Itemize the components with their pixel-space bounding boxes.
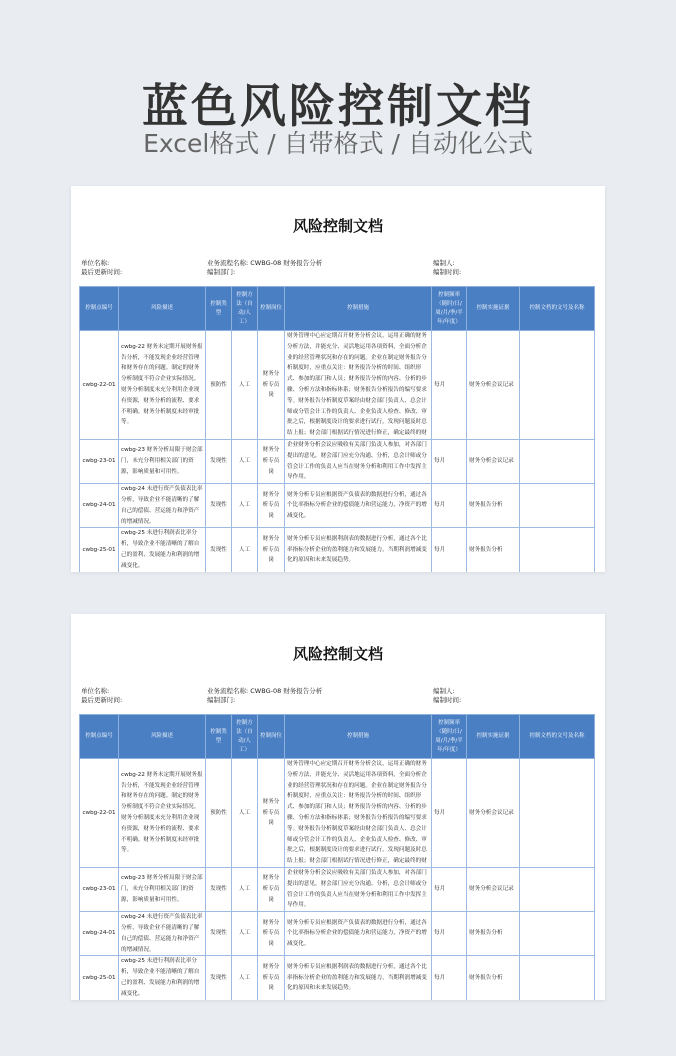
control-post-cell: 财务分析专员岗 bbox=[258, 956, 285, 1000]
control-frequency-cell: 每月 bbox=[432, 331, 467, 440]
control-measure-cell bbox=[285, 759, 432, 868]
control-method-cell: 人工 bbox=[232, 868, 258, 912]
document-preview bbox=[71, 186, 605, 572]
risk-description-cell: cwbg-22 财务未定期开展财务报告分析，不能发现企业经营管理和财务存在的问题。制定的财务分析制度不符合企业实际情况。财务分析制度未充分利用企业现有资源，财务分析的流程、要求不明确。财务分析制度未经审批等。 bbox=[119, 759, 206, 868]
column-header: 控制措施 bbox=[285, 715, 432, 759]
control-method-cell: 人工 bbox=[232, 440, 258, 484]
control-type-cell: 发现性 bbox=[206, 484, 232, 528]
control-document-cell bbox=[520, 484, 595, 528]
control-post-cell: 财务分析专员岗 bbox=[258, 440, 285, 484]
risk-description-cell: cwbg-23 财务分析局限于财会部门，未充分利用相关部门的资源，影响质量和可用性。 bbox=[119, 440, 206, 484]
control-frequency-cell: 每月 bbox=[432, 868, 467, 912]
control-measure-cell bbox=[285, 331, 432, 440]
editor-label: 编制人: bbox=[433, 687, 455, 695]
column-header: 控制点编号 bbox=[80, 715, 119, 759]
control-type-cell: 发现性 bbox=[206, 956, 232, 1000]
column-header: 控制岗位 bbox=[258, 715, 285, 759]
table-row bbox=[80, 912, 595, 956]
hero-title: 蓝色风险控制文档 bbox=[142, 79, 534, 133]
unit-name-label: 单位名称: bbox=[81, 687, 110, 695]
control-measure-cell: 财务分析专员应根据利润表的数据进行分析，通过各个比率指标分析企业的盈利能力和发展能力，当期利润增减变化的原因和未来发展趋势。 bbox=[285, 528, 432, 572]
control-method-cell: 人工 bbox=[232, 759, 258, 868]
column-header: 控制类型 bbox=[206, 715, 232, 759]
control-type-cell: 发现性 bbox=[206, 868, 232, 912]
control-evidence-cell: 财务分析会议记录 bbox=[467, 331, 520, 440]
control-id-cell: cwbg-25-01 bbox=[80, 528, 119, 572]
control-measure-text: 财务管理中心应定期召开财务分析会议，运用正确的财务分析方法，并能充分、灵活地运用各项资料，全面分析企业的经营管理状况和存在的问题。企业在制定财务报告分析制度时，应重点关注：财务报告分析的时间、组织形式、参加的部门和人员；财务报告分析的内容、分析的步骤、分析方法和指标体系；财务报告分析报告的编写要求等。财务报告分析制度草案经由财会部门负责人、总会计师或分管会计工作的负责人、企业负责人检查、修改、审批之后，根据制度设计的要求进行试行，发现问题及时总结上报；财会部门根据试行情况进行修正，确定最终的财 bbox=[287, 333, 427, 437]
control-id-cell: cwbg-23-01 bbox=[80, 440, 119, 484]
process-name-label: 业务流程名称: CWBG-08 财务报告分析 bbox=[207, 687, 323, 695]
dept-label: 编制部门: bbox=[207, 696, 236, 704]
table-row bbox=[80, 440, 595, 484]
control-evidence-cell: 财务分析会议记录 bbox=[467, 440, 520, 484]
control-document-cell bbox=[520, 528, 595, 572]
control-post-cell: 财务分析专员岗 bbox=[258, 331, 285, 440]
control-method-cell: 人工 bbox=[232, 331, 258, 440]
control-evidence-cell: 财务分析会议记录 bbox=[467, 759, 520, 868]
control-post-cell: 财务分析专员岗 bbox=[258, 484, 285, 528]
control-frequency-cell: 每月 bbox=[432, 759, 467, 868]
control-document-cell bbox=[520, 912, 595, 956]
control-id-cell: cwbg-24-01 bbox=[80, 912, 119, 956]
table-header-row bbox=[80, 715, 595, 759]
control-post-cell: 财务分析专员岗 bbox=[258, 759, 285, 868]
control-evidence-cell: 财务报告分析 bbox=[467, 528, 520, 572]
control-method-cell: 人工 bbox=[232, 912, 258, 956]
column-header: 控制岗位 bbox=[258, 287, 285, 331]
control-frequency-cell: 每月 bbox=[432, 956, 467, 1000]
document-title: 风险控制文档 bbox=[292, 217, 383, 235]
column-header: 控制方法（自动/人工） bbox=[232, 287, 258, 331]
table-header-row bbox=[80, 287, 595, 331]
control-type-cell: 发现性 bbox=[206, 528, 232, 572]
document-preview bbox=[71, 614, 605, 1000]
control-post-cell: 财务分析专员岗 bbox=[258, 528, 285, 572]
control-document-cell bbox=[520, 440, 595, 484]
control-post-cell: 财务分析专员岗 bbox=[258, 868, 285, 912]
column-header: 控制频率（随时/日/周/月/季/半年/年度） bbox=[432, 287, 467, 331]
risk-description-cell: cwbg-22 财务未定期开展财务报告分析，不能发现企业经营管理和财务存在的问题。制定的财务分析制度不符合企业实际情况。财务分析制度未充分利用企业现有资源，财务分析的流程、要求不明确。财务分析制度未经审批等。 bbox=[119, 331, 206, 440]
dept-label: 编制部门: bbox=[207, 268, 236, 276]
control-evidence-cell: 财务报告分析 bbox=[467, 956, 520, 1000]
control-measure-cell: 财务分析专员应根据利润表的数据进行分析，通过各个比率指标分析企业的盈利能力和发展能力，当期利润增减变化的原因和未来发展趋势。 bbox=[285, 956, 432, 1000]
risk-description-cell: cwbg-24 未进行资产负债表比率分析，导致企业不能清晰的了解自己的偿债、营运能力和净资产的增减情况。 bbox=[119, 484, 206, 528]
column-header: 控制实施证据 bbox=[467, 715, 520, 759]
control-document-cell bbox=[520, 868, 595, 912]
last-update-label: 最后更新时间: bbox=[81, 268, 123, 276]
risk-description-cell: cwbg-25 未进行利润表比率分析，导致企业不能清晰的了解自己的盈利、发展能力和利润的增减变化。 bbox=[119, 956, 206, 1000]
table-row bbox=[80, 956, 595, 1000]
control-frequency-cell: 每月 bbox=[432, 912, 467, 956]
control-measure-text: 财务管理中心应定期召开财务分析会议，运用正确的财务分析方法，并能充分、灵活地运用各项资料，全面分析企业的经营管理状况和存在的问题。企业在制定财务报告分析制度时，应重点关注：财务报告分析的时间、组织形式、参加的部门和人员；财务报告分析的内容、分析的步骤、分析方法和指标体系；财务报告分析报告的编写要求等。财务报告分析制度草案经由财会部门负责人、总会计师或分管会计工作的负责人、企业负责人检查、修改、审批之后，根据制度设计的要求进行试行，发现问题及时总结上报；财会部门根据试行情况进行修正，确定最终的财 bbox=[287, 761, 427, 865]
control-type-cell: 预防性 bbox=[206, 759, 232, 868]
control-frequency-cell: 每月 bbox=[432, 484, 467, 528]
control-id-cell: cwbg-25-01 bbox=[80, 956, 119, 1000]
column-header: 控制频率（随时/日/周/月/季/半年/年度） bbox=[432, 715, 467, 759]
control-document-cell bbox=[520, 956, 595, 1000]
control-post-cell: 财务分析专员岗 bbox=[258, 912, 285, 956]
control-measure-cell: 财务分析专员应根据资产负债表的数据进行分析，通过各个比率指标分析企业的偿债能力和营运能力，净资产的增减变化。 bbox=[285, 484, 432, 528]
control-type-cell: 发现性 bbox=[206, 912, 232, 956]
control-type-cell: 发现性 bbox=[206, 440, 232, 484]
last-update-label: 最后更新时间: bbox=[81, 696, 123, 704]
document-title: 风险控制文档 bbox=[292, 645, 383, 663]
control-evidence-cell: 财务分析会议记录 bbox=[467, 868, 520, 912]
control-method-cell: 人工 bbox=[232, 484, 258, 528]
column-header: 控制点编号 bbox=[80, 287, 119, 331]
column-header: 控制实施证据 bbox=[467, 287, 520, 331]
risk-control-table bbox=[79, 286, 595, 572]
control-document-cell bbox=[520, 759, 595, 868]
control-measure-cell: 企业财务分析会议应吸收有关部门负责人参加，对各部门提出的意见，财会部门应充分沟通、分析，总会计师或分管会计工作的负责人应当在财务分析和利用工作中发挥主导作用。 bbox=[285, 868, 432, 912]
control-evidence-cell: 财务报告分析 bbox=[467, 912, 520, 956]
column-header: 控制方法（自动/人工） bbox=[232, 715, 258, 759]
table-row bbox=[80, 528, 595, 572]
control-id-cell: cwbg-22-01 bbox=[80, 331, 119, 440]
control-type-cell: 预防性 bbox=[206, 331, 232, 440]
process-name-label: 业务流程名称: CWBG-08 财务报告分析 bbox=[207, 259, 323, 267]
table-row bbox=[80, 759, 595, 868]
unit-name-label: 单位名称: bbox=[81, 259, 110, 267]
control-document-cell bbox=[520, 331, 595, 440]
column-header: 风险描述 bbox=[119, 287, 206, 331]
column-header: 控制文档的文号及名称 bbox=[520, 715, 595, 759]
edit-time-label: 编制时间: bbox=[433, 696, 462, 704]
control-id-cell: cwbg-22-01 bbox=[80, 759, 119, 868]
column-header: 控制类型 bbox=[206, 287, 232, 331]
editor-label: 编制人: bbox=[433, 259, 455, 267]
edit-time-label: 编制时间: bbox=[433, 268, 462, 276]
table-row bbox=[80, 331, 595, 440]
control-id-cell: cwbg-24-01 bbox=[80, 484, 119, 528]
table-row bbox=[80, 484, 595, 528]
column-header: 控制措施 bbox=[285, 287, 432, 331]
column-header: 风险描述 bbox=[119, 715, 206, 759]
control-evidence-cell: 财务报告分析 bbox=[467, 484, 520, 528]
column-header: 控制文档的文号及名称 bbox=[520, 287, 595, 331]
risk-description-cell: cwbg-25 未进行利润表比率分析，导致企业不能清晰的了解自己的盈利、发展能力和利润的增减变化。 bbox=[119, 528, 206, 572]
table-row bbox=[80, 868, 595, 912]
control-measure-cell: 企业财务分析会议应吸收有关部门负责人参加，对各部门提出的意见，财会部门应充分沟通、分析，总会计师或分管会计工作的负责人应当在财务分析和利用工作中发挥主导作用。 bbox=[285, 440, 432, 484]
control-id-cell: cwbg-23-01 bbox=[80, 868, 119, 912]
risk-description-cell: cwbg-23 财务分析局限于财会部门，未充分利用相关部门的资源，影响质量和可用性。 bbox=[119, 868, 206, 912]
control-measure-cell: 财务分析专员应根据资产负债表的数据进行分析，通过各个比率指标分析企业的偿债能力和营运能力，净资产的增减变化。 bbox=[285, 912, 432, 956]
risk-control-table bbox=[79, 714, 595, 1000]
control-method-cell: 人工 bbox=[232, 528, 258, 572]
control-frequency-cell: 每月 bbox=[432, 528, 467, 572]
control-frequency-cell: 每月 bbox=[432, 440, 467, 484]
hero-subtitle: Excel格式 / 自带格式 / 自动化公式 bbox=[143, 129, 533, 158]
control-method-cell: 人工 bbox=[232, 956, 258, 1000]
risk-description-cell: cwbg-24 未进行资产负债表比率分析，导致企业不能清晰的了解自己的偿债、营运能力和净资产的增减情况。 bbox=[119, 912, 206, 956]
